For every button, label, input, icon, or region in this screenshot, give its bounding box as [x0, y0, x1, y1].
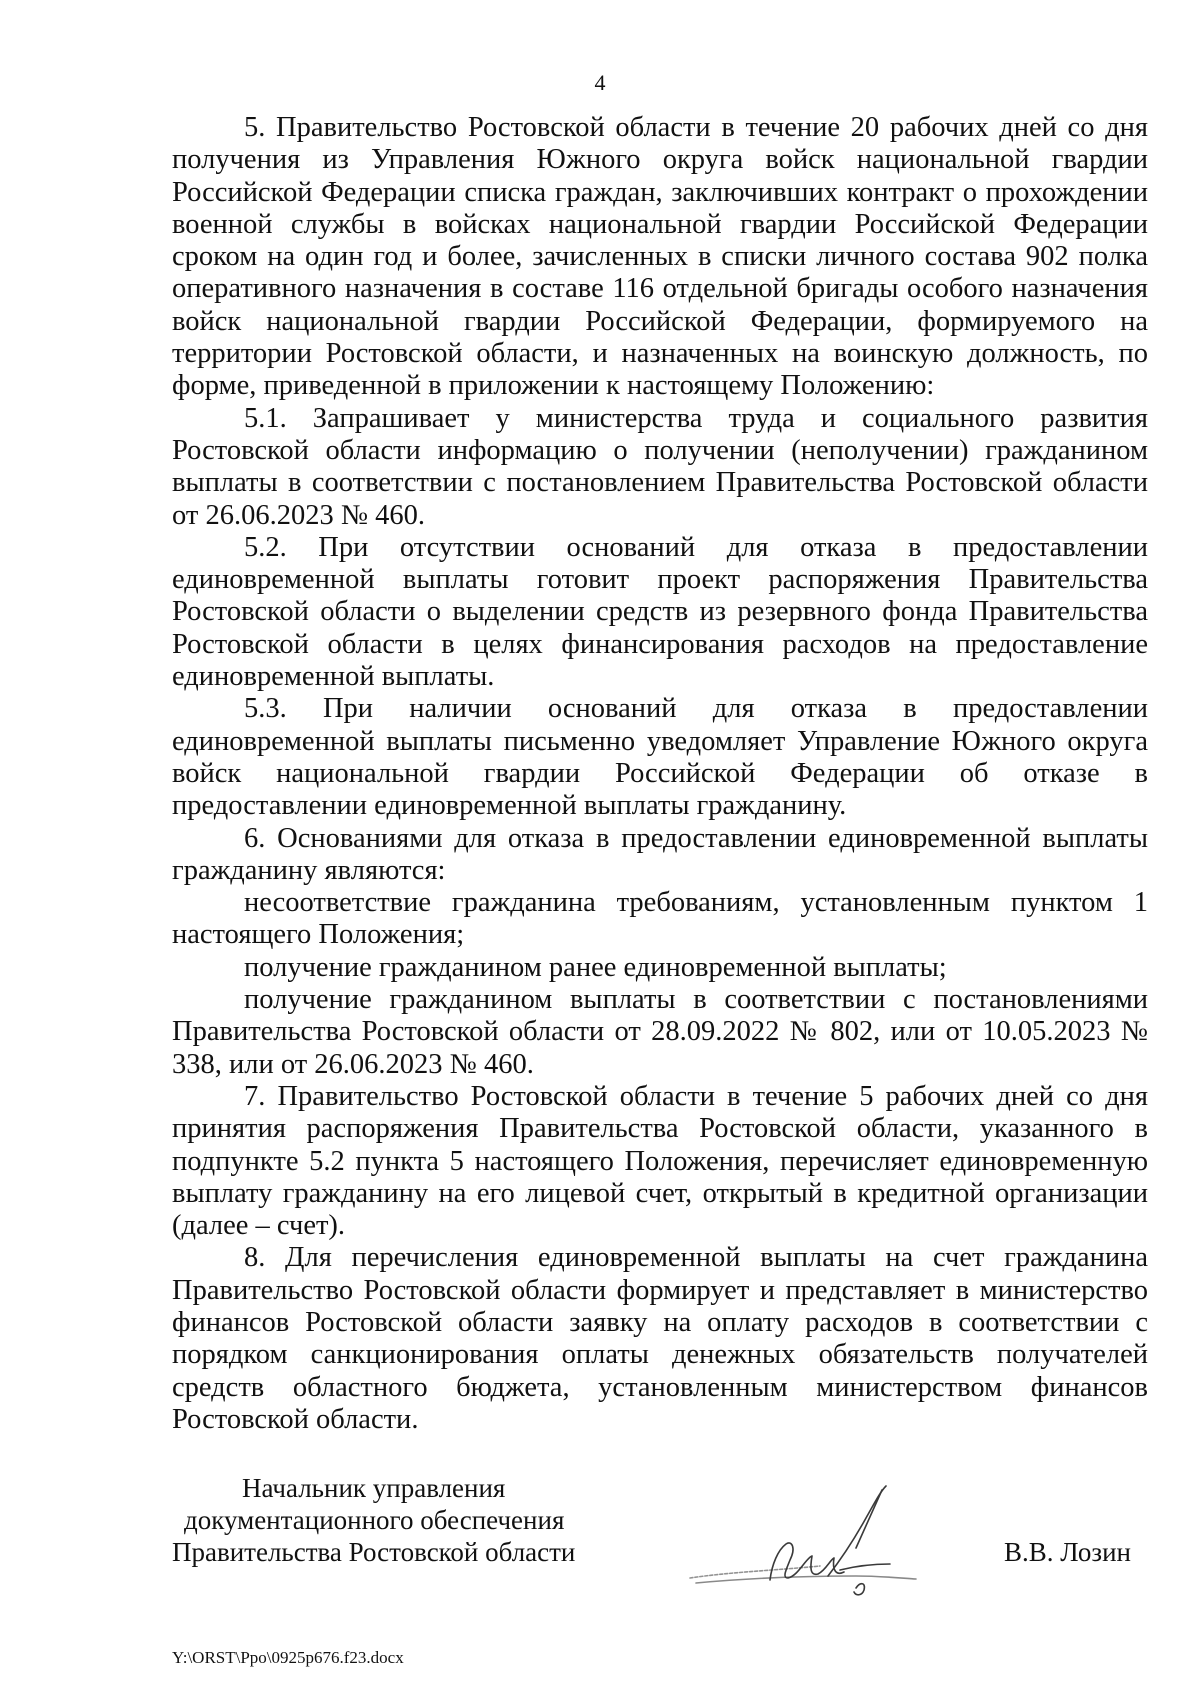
signatory-title-line-1: Начальник управления [242, 1473, 506, 1503]
page-number: 4 [594, 70, 606, 95]
paragraph-7: 7. Правительство Ростовской области в течение 5 рабочих дней со дня принятия распоряжения Правительства Ростовской области, указанного в подпункте 5.2 пункта 5 настоящего Положения, перечисляет единовременную выплату гражданину на его лицевой счет, открытый в кредитной организации (далее – счет). [172, 1080, 1148, 1242]
paragraph-6-item-1: несоответствие гражданина требованиям, установленным пунктом 1 настоящего Положения; [172, 887, 1148, 951]
signatory-title [172, 1472, 575, 1568]
paragraph-5-3: 5.3. При наличии оснований для отказа в предоставлении единовременной выплаты письменно уведомляет Управление Южного округа войск национальной гвардии Российской Федерации об отказе в предоставлении единовременной выплаты гражданину. [172, 693, 1148, 822]
signatory-title-line-2: документационного обеспечения [184, 1505, 565, 1535]
signer-name: В.В. Лозин [1004, 1537, 1131, 1567]
paragraph-8: 8. Для перечисления единовременной выплаты на счет гражданина Правительство Ростовской области формирует и представляет в министерство финансов Ростовской области заявку на оплату расходов в соответствии с порядком санкционирования оплаты денежных обязательств получателей средств областного бюджета, установленным министерством финансов Ростовской области. [172, 1242, 1148, 1435]
paragraph-5-1: 5.1. Запрашивает у министерства труда и социального развития Ростовской области информацию о получении (неполучении) гражданином выплаты в соответствии с постановлением Правительства Ростовской области от 26.06.2023 № 460. [172, 402, 1148, 531]
paragraph-5: 5. Правительство Ростовской области в течение 20 рабочих дней со дня получения из Управления Южного округа войск национальной гвардии Российской Федерации списка граждан, заключивших контракт о прохождении военной службы в войсках национальной гвардии Российской Федерации сроком на один год и более, зачисленных в списки личного состава 902 полка оперативного назначения в составе 116 отдельной бригады особого назначения войск национальной гвардии Российской Федерации, формируемого на территории Ростовской области, и назначенных на воинскую должность, по форме, приведенной в приложении к настоящему Положению: [172, 112, 1148, 402]
paragraph-5-2: 5.2. При отсутствии оснований для отказа в предоставлении единовременной выплаты готовит проект распоряжения Правительства Ростовской области о выделении средств из резервного фонда Правительства Ростовской области в целях финансирования расходов на предоставление единовременной выплаты. [172, 531, 1148, 693]
handwritten-signature [660, 1478, 960, 1608]
paragraph-6-item-2: получение гражданином ранее единовременной выплаты; [244, 951, 947, 983]
paragraph-6: 6. Основаниями для отказа в предоставлении единовременной выплаты гражданину являются: [172, 822, 1148, 886]
file-path: Y:\ORST\Ppo\0925p676.f23.docx [172, 1648, 404, 1667]
paragraph-6-item-3: получение гражданином выплаты в соответствии с постановлениями Правительства Ростовской области от 28.09.2022 № 802, или от 10.05.2023 № 338, или от 26.06.2023 № 460. [172, 984, 1148, 1080]
signatory-title-line-3: Правительства Ростовской области [172, 1537, 576, 1567]
document-body [172, 112, 1148, 1436]
